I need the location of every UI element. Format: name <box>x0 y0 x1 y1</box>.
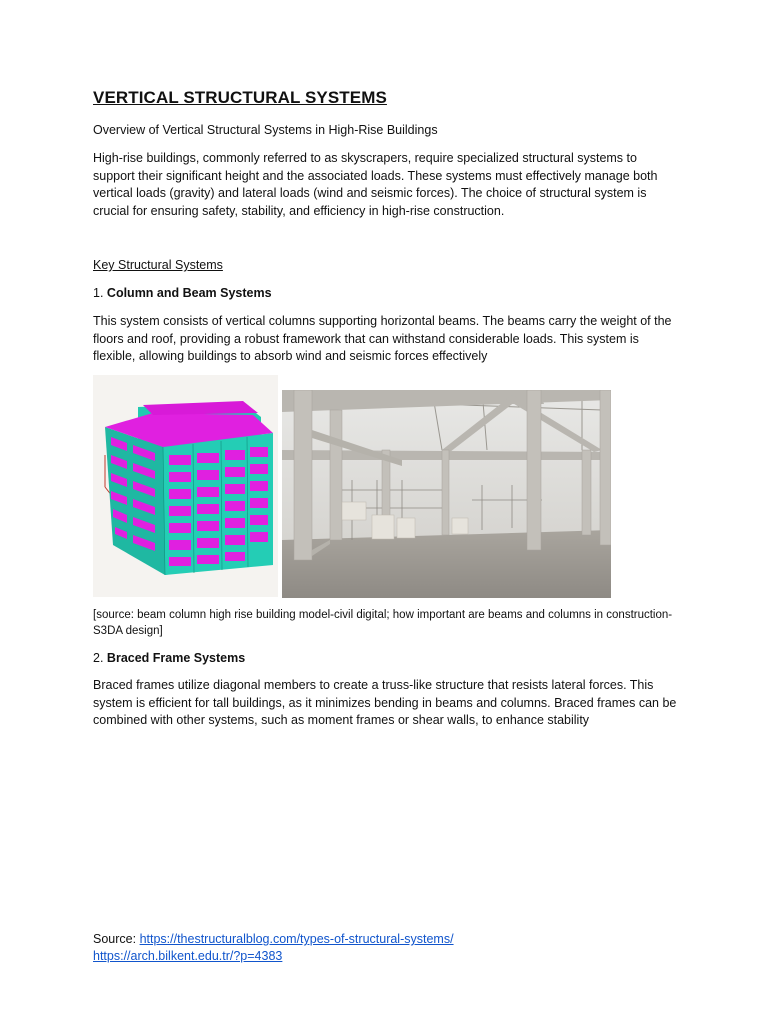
structural-model-image <box>93 375 278 597</box>
source-link-structuralblog[interactable]: https://thestructuralblog.com/types-of-structural-systems/ <box>139 932 454 946</box>
image-caption: [source: beam column high rise building model-civil digital; how important are beams and columns in construction-S3DA design] <box>93 609 673 637</box>
document-title: VERTICAL STRUCTURAL SYSTEMS <box>93 88 387 107</box>
section2-number: 2. <box>93 651 104 665</box>
section2-title: Braced Frame Systems <box>106 651 246 665</box>
sources-label: Source: <box>93 932 140 946</box>
intro-paragraph: High-rise buildings, commonly referred to as skyscrapers, require specialized structural systems to support their significant height and the associated loads. These systems must effectively manage both vertical loads (gravity) and lateral loads (wind and seismic forces). The choice of structural system is crucial for ensuring safety, stability, and efficiency in high-rise construction. <box>93 151 658 218</box>
building-model-illustration <box>93 375 278 597</box>
section1-number: 1. <box>93 286 104 300</box>
key-systems-heading: Key Structural Systems <box>93 258 223 272</box>
concrete-frame-photo <box>282 390 611 598</box>
section2-paragraph: Braced frames utilize diagonal members to create a truss-like structure that resists lateral forces. This system is efficient for tall buildings, as it minimizes bending in beams and columns. Braced frames can be combined with other systems, such as moment frames or shear walls, to enhance stability <box>93 678 677 728</box>
source-link-bilkent[interactable]: https://arch.bilkent.edu.tr/?p=4383 <box>93 948 283 963</box>
concrete-frame-illustration <box>282 390 611 598</box>
section1-heading <box>93 286 678 300</box>
section2-heading <box>93 651 678 665</box>
section1-paragraph: This system consists of vertical columns supporting horizontal beams. The beams carry the weight of the floors and roof, providing a robust framework that can withstand considerable loads. This system is flexible, allowing buildings to absorb wind and seismic forces effectively <box>93 314 672 364</box>
section1-title: Column and Beam Systems <box>106 286 272 300</box>
sources-block <box>93 931 678 964</box>
document-subtitle: Overview of Vertical Structural Systems in High-Rise Buildings <box>93 123 438 137</box>
